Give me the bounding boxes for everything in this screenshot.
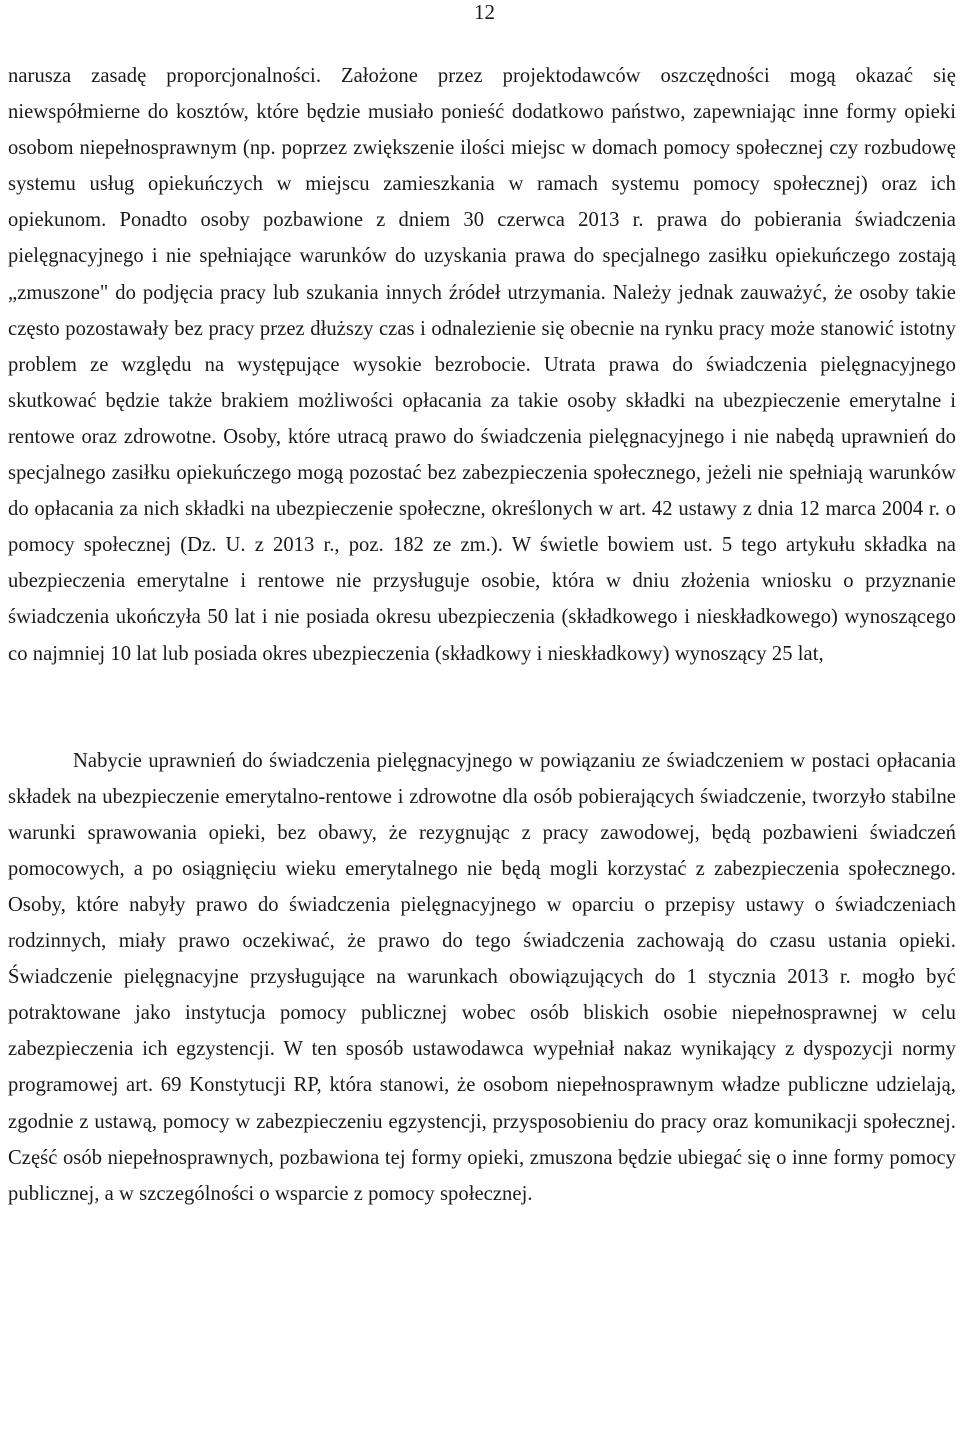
page-number: 12 (474, 0, 495, 24)
paragraph-proportionality: narusza zasadę proporcjonalności. Założone przez projektodawców oszczędności mogą okazać się niewspółmierne do kosztów, które będzie musiało ponieść dodatkowo państwo, zapewniając inne formy opieki osobom niepełnosprawnym (np. poprzez zwiększenie ilości miejsc w domach pomocy społecznej czy rozbudowę systemu usług opiekuńczych w miejscu zamieszkania w ramach systemu pomocy społecznej) oraz ich opiekunom. Ponadto osoby pozbawione z dniem 30 czerwca 2013 r. prawa do pobierania świadczenia pielęgnacyjnego i nie spełniające warunków do uzyskania prawa do specjalnego zasiłku opiekuńczego zostają „zmuszone" do podjęcia pracy lub szukania innych źródeł utrzymania. Należy jednak zauważyć, że osoby takie często pozostawały bez pracy przez dłuższy czas i odnalezienie się obecnie na rynku pracy może stanowić istotny problem ze względu na występujące wysokie bezrobocie. Utrata prawa do świadczenia pielęgnacyjnego skutkować będzie także brakiem możliwości opłacania za takie osoby składki na ubezpieczenie emerytalne i rentowe oraz zdrowotne. Osoby, które utracą prawo do świadczenia pielęgnacyjnego i nie nabędą uprawnień do specjalnego zasiłku opiekuńczego mogą pozostać bez zabezpieczenia społecznego, jeżeli nie spełniają warunków do opłacania za nich składki na ubezpieczenie społeczne, określonych w art. 42 ustawy z dnia 12 marca 2004 r. o pomocy społecznej (Dz. U. z 2013 r., poz. 182 ze zm.). W świetle bowiem ust. 5 tego artykułu składka na ubezpieczenia emerytalne i rentowe nie przysługuje osobie, która w dniu złożenia wniosku o przyznanie świadczenia ukończyła 50 lat i nie posiada okresu ubezpieczenia (składkowego i nieskładkowego) wynoszącego co najmniej 10 lat lub posiada okres ubezpieczenia (składkowy i nieskładkowy) wynoszący 25 lat, (8, 65, 956, 665)
paragraph-acquisition-of-rights: Nabycie uprawnień do świadczenia pielęgnacyjnego w powiązaniu ze świadczeniem w postaci opłacania składek na ubezpieczenie emerytalno-rentowe i zdrowotne dla osób pobierających świadczenie, tworzyło stabilne warunki sprawowania opieki, bez obawy, że rezygnując z pracy zawodowej, będą pozbawieni świadczeń pomocowych, a po osiągnięciu wieku emerytalnego nie będą mogli korzystać z zabezpieczenia społecznego. Osoby, które nabyły prawo do świadczenia pielęgnacyjnego w oparciu o przepisy ustawy o świadczeniach rodzinnych, miały prawo oczekiwać, że prawo do tego świadczenia zachowają do czasu ustania opieki. Świadczenie pielęgnacyjne przysługujące na warunkach obowiązujących do 1 stycznia 2013 r. mogło być potraktowane jako instytucja pomocy publicznej wobec osób bliskich osobie niepełnosprawnej w celu zabezpieczenia ich egzystencji. W ten sposób ustawodawca wypełniał nakaz wynikający z dyspozycji normy programowej art. 69 Konstytucji RP, która stanowi, że osobom niepełnosprawnym władze publiczne udzielają, zgodnie z ustawą, pomocy w zabezpieczeniu egzystencji, przysposobieniu do pracy oraz komunikacji społecznej. Część osób niepełnosprawnych, pozbawiona tej formy opieki, zmuszona będzie ubiegać się o inne formy pomocy publicznej, a w szczególności o wsparcie z pomocy społecznej. (8, 749, 956, 1205)
document-body (8, 58, 956, 1212)
